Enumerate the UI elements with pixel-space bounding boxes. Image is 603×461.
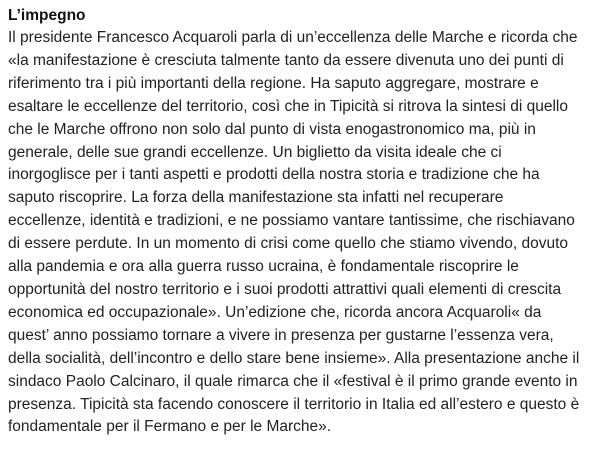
paragraph-line: alla pandemia e ora alla guerra russo ucraina, è fondamentale riscoprire le [8, 258, 519, 276]
paragraph-line: «la manifestazione è cresciuta talmente tanto da essere divenuta uno dei punti di [8, 51, 564, 69]
paragraph-line: generale, delle sue grandi eccellenze. Un biglietto da visita ideale che ci [8, 143, 502, 161]
section-heading: L’impegno [8, 7, 86, 24]
article-paragraph [8, 27, 603, 439]
paragraph-line: presenza. Tipicità sta facendo conoscere il territorio in Italia ed all’estero e questo è [8, 395, 580, 413]
article [8, 4, 603, 439]
paragraph-line: quest’ anno possiamo tornare a vivere in presenza per gustarne l’essenza vera, [8, 326, 554, 344]
paragraph-line: saputo riscoprire. La forza della manifestazione sta infatti nel recuperare [8, 189, 504, 207]
paragraph-line: opportunità del nostro territorio e i suoi prodotti attrattivi quali elementi di crescita [8, 280, 562, 298]
paragraph-line: della socialità, dell’incontro e dello stare bene insieme». Alla presentazione anche il [8, 349, 580, 367]
paragraph-line: che le Marche offrono non solo dal punto di vista enogastronomico ma, più in [8, 120, 536, 138]
paragraph-line: di essere perdute. In un momento di crisi come quello che stiamo vivendo, dovuto [8, 235, 569, 253]
paragraph-line: riferimento tra i più importanti della regione. Ha saputo aggregare, mostrare e [8, 74, 539, 92]
paragraph-line: economica ed occupazionale». Un’edizione che, ricorda ancora Acquaroli« da [8, 303, 542, 321]
paragraph-line: fondamentale per il Fermano e per le Marche». [8, 418, 332, 436]
paragraph-line: sindaco Paolo Calcinaro, il quale rimarca che il «festival è il primo grande evento in [8, 372, 578, 390]
paragraph-line: eccellenze, identità e tradizioni, e ne possiamo vantare tantissime, che rischiavano [8, 212, 575, 230]
paragraph-line: Il presidente Francesco Acquaroli parla di un’eccellenza delle Marche e ricorda che [8, 29, 578, 46]
paragraph-line: esaltare le eccellenze del territorio, così che in Tipicità si ritrova la sintesi di quello [8, 97, 568, 115]
paragraph-line: inorgoglisce per i tanti aspetti e prodotti della nostra storia e tradizione che ha [8, 166, 540, 184]
